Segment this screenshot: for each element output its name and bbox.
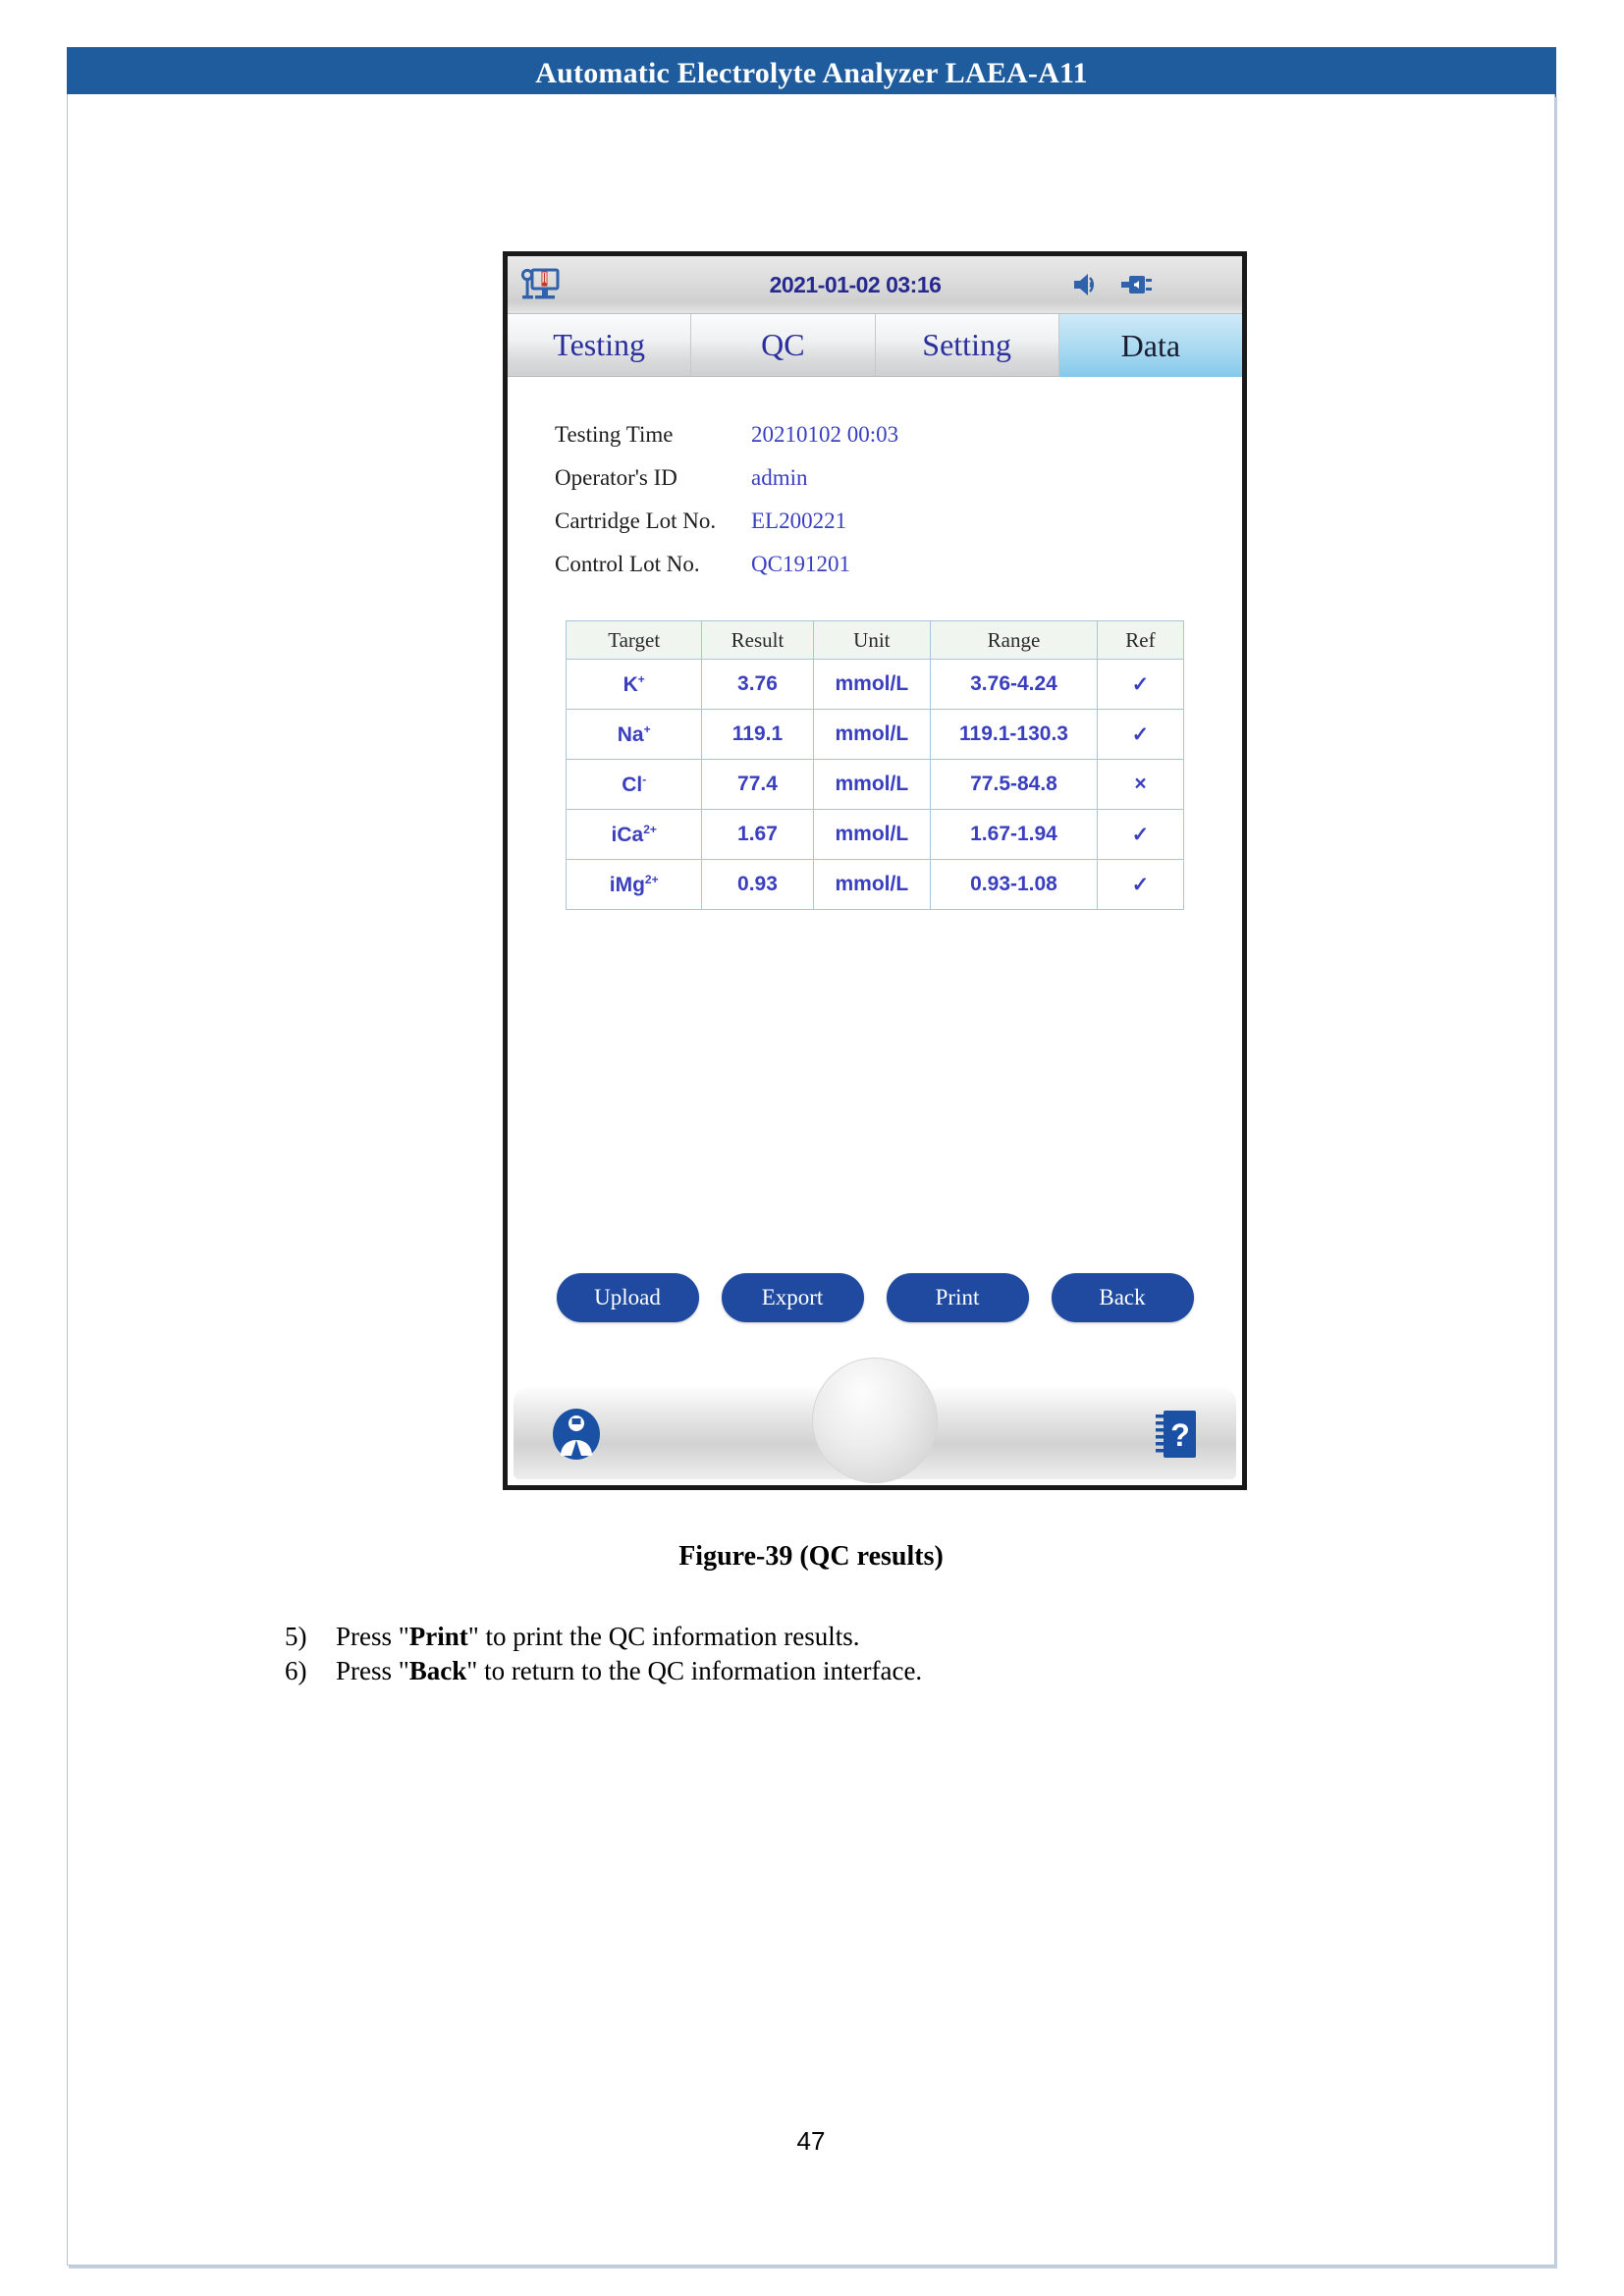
device-bottom-bezel — [508, 1356, 1242, 1485]
cell-range: 0.93-1.08 — [931, 860, 1098, 910]
cell-result: 119.1 — [702, 710, 813, 760]
cell-target — [567, 660, 702, 710]
info-row-control-lot — [555, 552, 1242, 595]
info-label-operator-id: Operator's ID — [555, 465, 677, 490]
tab-testing-label: Testing — [553, 327, 645, 362]
target-charge: 2+ — [644, 872, 659, 886]
info-value-testing-time: 20210102 00:03 — [751, 422, 899, 447]
column-header-ref: Ref — [1097, 621, 1183, 660]
cell-unit: mmol/L — [813, 660, 931, 710]
step-text-5 — [336, 1620, 860, 1654]
step-5-post: " to print the QC information results. — [467, 1622, 860, 1651]
instruction-list — [285, 1620, 1365, 1687]
cell-target — [567, 710, 702, 760]
cell-ref-status: × — [1097, 760, 1183, 810]
target-symbol: K — [623, 672, 638, 696]
step-text-6 — [336, 1654, 922, 1688]
status-bar-left — [521, 268, 639, 301]
main-tab-bar — [508, 314, 1242, 377]
page-number: 47 — [796, 2126, 826, 2156]
step-5-pre: Press " — [336, 1622, 409, 1651]
status-bar — [508, 256, 1242, 314]
instruction-step-6 — [285, 1654, 1365, 1688]
tab-qc[interactable] — [691, 314, 875, 377]
info-label-cartridge-lot: Cartridge Lot No. — [555, 508, 717, 533]
table-row[interactable] — [567, 810, 1184, 860]
qc-results-table — [566, 620, 1184, 910]
results-table-body — [567, 660, 1184, 910]
cell-ref-status: ✓ — [1097, 710, 1183, 760]
status-bar-right — [1071, 271, 1228, 298]
column-header-result: Result — [702, 621, 813, 660]
tab-data-label: Data — [1120, 327, 1181, 363]
info-row-cartridge-lot — [555, 508, 1242, 552]
cell-result: 3.76 — [702, 660, 813, 710]
cell-unit: mmol/L — [813, 710, 931, 760]
step-6-post: " to return to the QC information interface. — [466, 1655, 923, 1685]
info-value-control-lot: QC191201 — [751, 552, 850, 576]
analyzer-monitor-icon — [521, 268, 561, 301]
screen-content — [508, 377, 1242, 1356]
cell-unit: mmol/L — [813, 860, 931, 910]
cell-unit: mmol/L — [813, 760, 931, 810]
qc-info-list — [508, 422, 1242, 595]
step-6-pre: Press " — [336, 1655, 409, 1685]
cell-range: 77.5-84.8 — [931, 760, 1098, 810]
document-header-bar — [67, 47, 1556, 100]
info-label-testing-time: Testing Time — [555, 422, 674, 447]
speaker-icon[interactable] — [1071, 271, 1103, 298]
info-label-control-lot: Control Lot No. — [555, 552, 700, 576]
cell-ref-status: ✓ — [1097, 860, 1183, 910]
analyzer-screen — [508, 256, 1242, 1485]
cell-ref-status: ✓ — [1097, 660, 1183, 710]
cell-unit: mmol/L — [813, 810, 931, 860]
cell-ref-status: ✓ — [1097, 810, 1183, 860]
target-symbol: iMg — [609, 873, 645, 896]
tab-qc-label: QC — [761, 327, 805, 362]
instruction-step-5 — [285, 1620, 1365, 1654]
cell-result: 1.67 — [702, 810, 813, 860]
cell-result: 77.4 — [702, 760, 813, 810]
target-symbol: Cl — [622, 773, 643, 796]
table-row[interactable] — [567, 660, 1184, 710]
cell-range: 1.67-1.94 — [931, 810, 1098, 860]
back-button[interactable]: Back — [1052, 1273, 1194, 1322]
operator-user-icon[interactable] — [551, 1407, 602, 1462]
column-header-target: Target — [567, 621, 702, 660]
info-row-operator-id — [555, 465, 1242, 508]
target-charge: - — [642, 772, 647, 786]
info-row-testing-time — [555, 422, 1242, 465]
cell-target — [567, 760, 702, 810]
step-6-bold: Back — [408, 1655, 467, 1685]
column-header-range: Range — [931, 621, 1098, 660]
analyzer-device-frame — [503, 251, 1247, 1490]
table-header-row — [567, 621, 1184, 660]
home-button[interactable] — [812, 1358, 938, 1483]
cell-result: 0.93 — [702, 860, 813, 910]
table-row[interactable] — [567, 760, 1184, 810]
action-button-row — [508, 1273, 1242, 1322]
print-button[interactable]: Print — [887, 1273, 1029, 1322]
target-charge: + — [637, 671, 645, 686]
tab-data[interactable] — [1059, 314, 1242, 377]
figure-caption: Figure-39 (QC results) — [678, 1541, 944, 1572]
power-plug-icon[interactable] — [1118, 271, 1154, 298]
cell-target — [567, 860, 702, 910]
tab-setting[interactable] — [876, 314, 1059, 377]
step-number-6: 6) — [285, 1655, 307, 1685]
export-button[interactable]: Export — [722, 1273, 864, 1322]
info-value-operator-id: admin — [751, 465, 808, 490]
tab-setting-label: Setting — [922, 327, 1011, 362]
info-value-cartridge-lot: EL200221 — [751, 508, 847, 533]
target-charge: 2+ — [643, 822, 657, 836]
results-table-wrapper — [566, 620, 1184, 910]
target-charge: + — [643, 721, 651, 736]
status-bar-datetime: 2021-01-02 03:16 — [769, 271, 942, 297]
upload-button[interactable]: Upload — [557, 1273, 699, 1322]
tab-testing[interactable] — [508, 314, 691, 377]
help-manual-icon[interactable] — [1152, 1407, 1203, 1462]
svg-text:?: ? — [1170, 1417, 1190, 1453]
cell-target — [567, 810, 702, 860]
table-row[interactable] — [567, 860, 1184, 910]
document-title: Automatic Electrolyte Analyzer LAEA-A11 — [535, 57, 1088, 89]
column-header-unit: Unit — [813, 621, 931, 660]
target-symbol: iCa — [611, 823, 644, 846]
step-number-5: 5) — [285, 1622, 307, 1651]
cell-range: 3.76-4.24 — [931, 660, 1098, 710]
cell-range: 119.1-130.3 — [931, 710, 1098, 760]
target-symbol: Na — [617, 722, 644, 746]
table-row[interactable] — [567, 710, 1184, 760]
step-5-bold: Print — [408, 1622, 468, 1651]
